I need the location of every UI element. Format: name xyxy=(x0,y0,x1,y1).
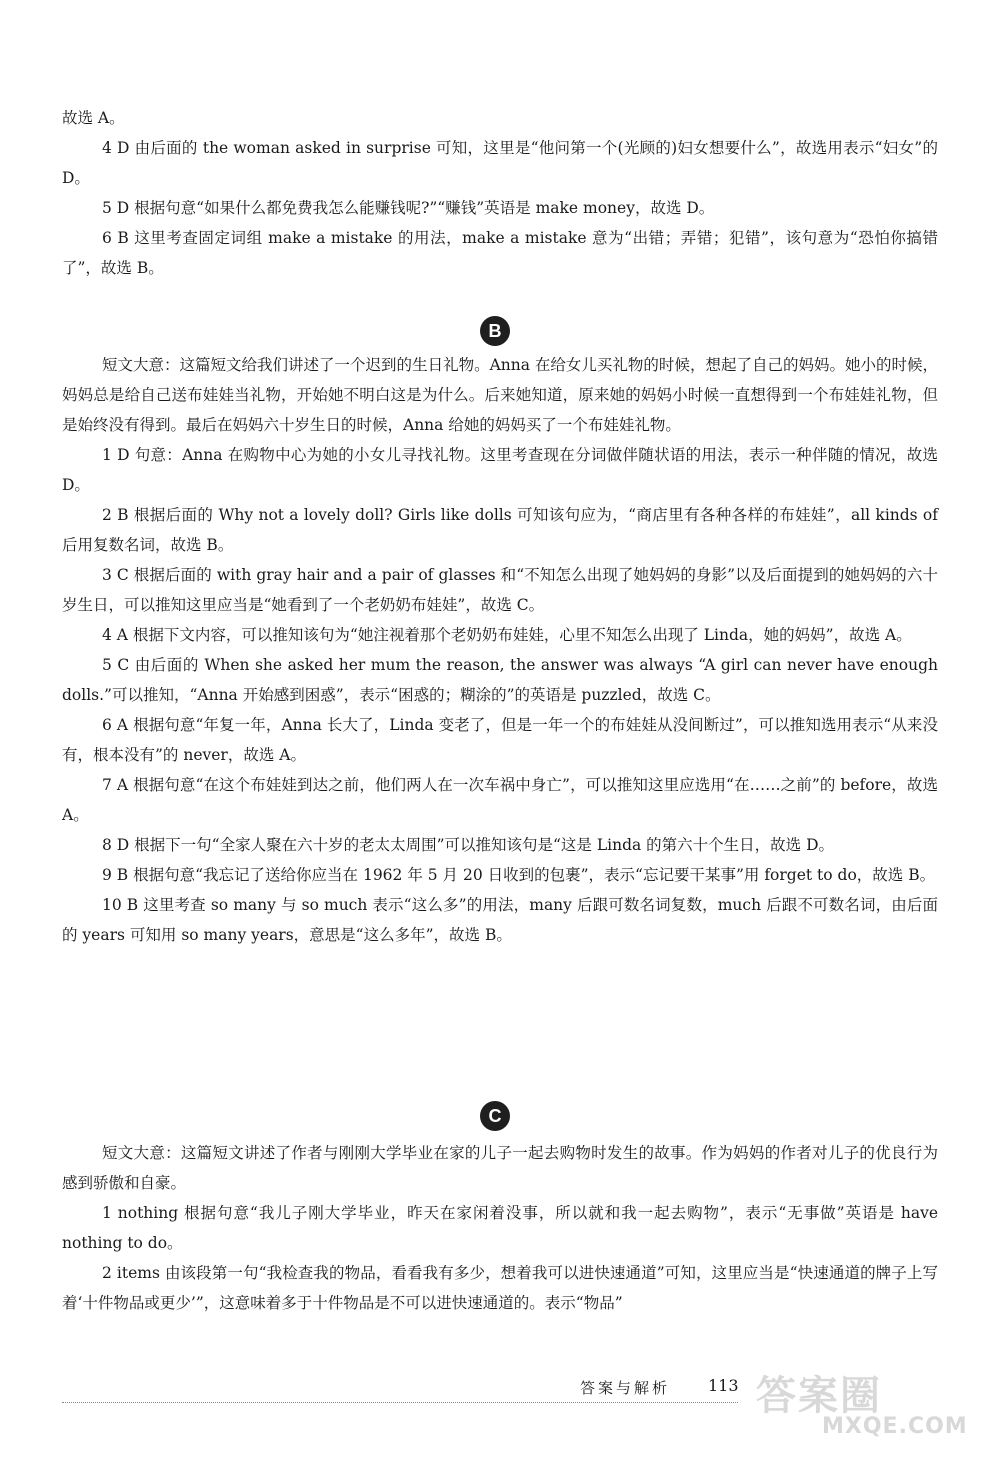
watermark-logo xyxy=(748,1364,988,1444)
section-b-summary: 短文大意：这篇短文给我们讲述了一个迟到的生日礼物。Anna 在给女儿买礼物的时候，想起了自己的妈妈。她小的时候，妈妈总是给自己送布娃娃当礼物，开始她不明白这是为什么。后来她知道，原来她的妈妈小时候一直想得到一个布娃娃礼物，但是始终没有得到。最后在妈妈六十岁生日的时候，Anna 给她的妈妈买了一个布娃娃礼物。 xyxy=(62,356,938,434)
section-b-item-4: 4 A 根据下文内容，可以推知该句为“她注视着那个老奶奶布娃娃，心里不知怎么出现了 Linda，她的妈妈”，故选 A。 xyxy=(102,626,912,644)
section-b-item-2: 2 B 根据后面的 Why not a lovely doll? Girls like dolls 可知该句应为，“商店里有各种各样的布娃娃”，all kinds of 后用复数名词，故选 B。 xyxy=(62,506,938,554)
section-c-badge: C xyxy=(480,1101,510,1131)
answer-item-6: 6 B 这里考查固定词组 make a mistake 的用法，make a mistake 意为“出错；弄错；犯错”，该句意为“恐怕你搞错了”，故选 B。 xyxy=(62,229,938,277)
page-number: 113 xyxy=(708,1376,739,1395)
answer-item-5: 5 D 根据句意“如果什么都免费我怎么能赚钱呢?”“赚钱”英语是 make money，故选 D。 xyxy=(102,199,715,217)
section-b-item-5: 5 C 由后面的 When she asked her mum the reason, the answer was always “A girl can never have enough dolls.”可以推知，“Anna 开始感到困惑”，表示“困惑的；糊涂的”的英语是 puzzled，故选 C。 xyxy=(62,656,938,704)
footer-divider xyxy=(62,1402,738,1403)
section-b-item-9: 9 B 根据句意“我忘记了送给你应当在 1962 年 5 月 20 日收到的包裹”，表示“忘记要干某事”用 forget to do，故选 B。 xyxy=(102,866,936,884)
section-b xyxy=(62,350,938,950)
section-c-summary: 短文大意：这篇短文讲述了作者与刚刚大学毕业在家的儿子一起去购物时发生的故事。作为妈妈的作者对儿子的优良行为感到骄傲和自豪。 xyxy=(62,1144,938,1192)
section-b-item-6: 6 A 根据句意“年复一年，Anna 长大了，Linda 变老了，但是一年一个的布娃娃从没间断过”，可以推知选用表示“从来没有，根本没有”的 never，故选 A。 xyxy=(62,716,938,764)
section-b-item-1: 1 D 句意：Anna 在购物中心为她的小女儿寻找礼物。这里考查现在分词做伴随状语的用法，表示一种伴随的情况，故选 D。 xyxy=(62,446,938,494)
section-b-item-10: 10 B 这里考查 so many 与 so much 表示“这么多”的用法，many 后跟可数名词复数，much 后跟不可数名词，由后面的 years 可知用 so many years，意思是“这么多年”，故选 B。 xyxy=(62,896,938,944)
footer-label: 答案与解析 xyxy=(580,1379,671,1397)
section-b-item-8: 8 D 根据下一句“全家人聚在六十岁的老太太周围”可以推知该句是“这是 Linda 的第六十个生日，故选 D。 xyxy=(102,836,835,854)
watermark-top-text: 答案圈 xyxy=(756,1373,882,1419)
section-c-item-1: 1 nothing 根据句意“我儿子刚大学毕业，昨天在家闲着没事，所以就和我一起去购物”，表示“无事做”英语是 have nothing to do。 xyxy=(62,1204,938,1252)
answer-item-4: 4 D 由后面的 the woman asked in surprise 可知，这里是“他问第一个(光顾的)妇女想要什么”，故选用表示“妇女”的 D。 xyxy=(62,139,938,187)
section-b-badge: B xyxy=(480,316,510,346)
paragraph-continuation: 故选 A。 xyxy=(62,109,125,127)
section-c xyxy=(62,1138,938,1318)
section-b-item-3: 3 C 根据后面的 with gray hair and a pair of glasses 和“不知怎么出现了她妈妈的身影”以及后面提到的她妈妈的六十岁生日，可以推知这里应当是“她看到了一个老奶奶布娃娃”，故选 C。 xyxy=(62,566,938,614)
section-b-item-7: 7 A 根据句意“在这个布娃娃到达之前，他们两人在一次车祸中身亡”，可以推知这里应选用“在……之前”的 before，故选 A。 xyxy=(62,776,938,824)
watermark-bottom-text: MXQE.COM xyxy=(822,1414,968,1439)
section-c-item-2: 2 items 由该段第一句“我检查我的物品，看看我有多少，想着我可以进快速通道”可知，这里应当是“快速通道的牌子上写着‘十件物品或更少’”，这意味着多于十件物品是不可以进快速通道的。表示“物品” xyxy=(62,1264,938,1312)
top-section xyxy=(62,103,938,283)
